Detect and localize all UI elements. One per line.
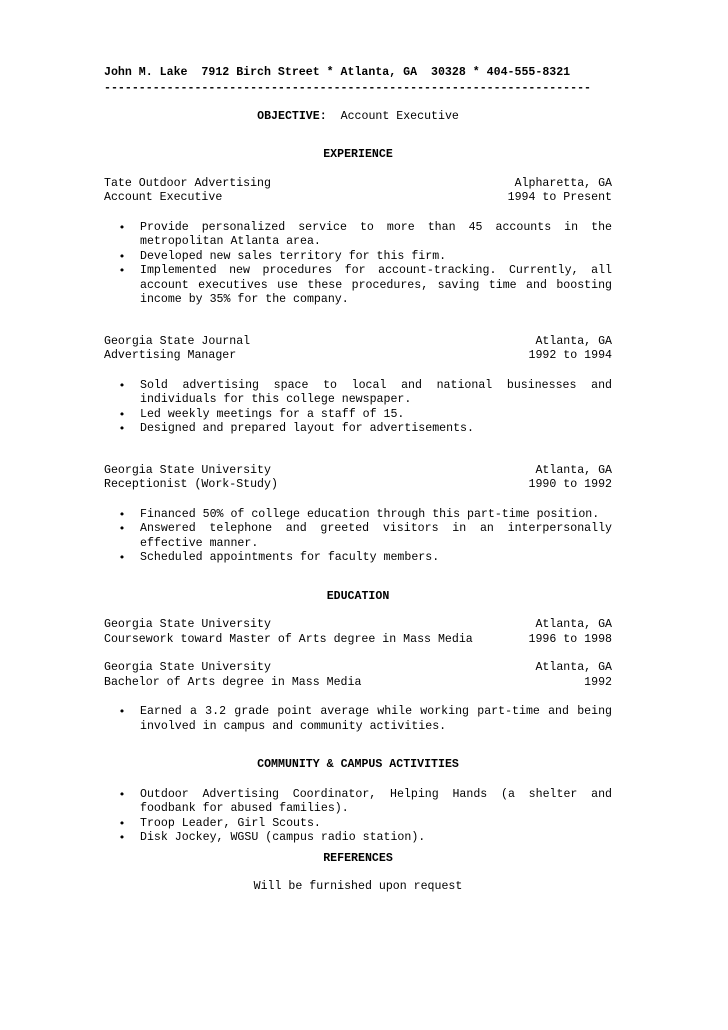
bullet-item: • Implemented new procedures for account-tracking. Currently, all account executives use these procedures, saving time and boosting income by 35% for the company.	[118, 264, 612, 306]
education-school-row	[104, 618, 612, 633]
job-location: Atlanta, GA	[535, 463, 612, 477]
job-employer-row	[104, 335, 612, 350]
education-location: Atlanta, GA	[535, 661, 612, 674]
bullet-icon: •	[118, 831, 126, 844]
bullet-icon: •	[118, 816, 126, 830]
activities-heading: COMMUNITY & CAMPUS ACTIVITIES	[257, 758, 459, 771]
experience-heading: EXPERIENCE	[323, 148, 393, 161]
bullet-icon: •	[118, 249, 126, 263]
bullet-icon: •	[118, 264, 126, 277]
job-title-row	[104, 191, 612, 206]
job-employer-row	[104, 464, 612, 479]
job-title: Advertising Manager	[104, 349, 237, 362]
header-rule: ----------------------------------------------------------------------	[104, 81, 592, 95]
bullet-item: • Led weekly meetings for a staff of 15.	[118, 407, 405, 421]
objective-value: Account Executive	[340, 109, 459, 123]
bullet-icon: •	[118, 551, 126, 564]
bullet-icon: •	[118, 407, 126, 421]
education-heading: EDUCATION	[326, 589, 390, 603]
bullet-item: • Developed new sales territory for this firm.	[118, 249, 447, 263]
job-employer-row	[104, 177, 612, 192]
bullet-item: • Financed 50% of college education through this part-time position.	[118, 507, 600, 521]
education-school: Georgia State University	[104, 661, 271, 674]
bullet-item: • Troop Leader, Girl Scouts.	[118, 816, 321, 830]
education-school: Georgia State University	[104, 618, 271, 631]
bullet-item: • Sold advertising space to local and national businesses and individuals for this college newspaper.	[118, 378, 612, 406]
education-location: Atlanta, GA	[535, 618, 612, 631]
bullet-item: • Provide personalized service to more than 45 accounts in the metropolitan Atlanta area.	[118, 220, 612, 248]
job-title: Account Executive	[104, 191, 223, 204]
job-location: Alpharetta, GA	[514, 176, 612, 190]
education-entry	[104, 618, 612, 647]
job-dates: 1992 to 1994	[528, 349, 612, 362]
job-employer: Georgia State Journal	[104, 334, 251, 348]
education-entry	[104, 661, 612, 690]
job-location: Atlanta, GA	[535, 334, 612, 348]
bullet-icon: •	[118, 705, 126, 718]
bullet-item: • Disk Jockey, WGSU (campus radio station).	[118, 831, 426, 844]
job-title-row	[104, 349, 612, 364]
education-dates: 1996 to 1998	[528, 632, 612, 646]
job-employer: Georgia State University	[104, 463, 271, 477]
education-bullets	[104, 705, 612, 734]
education-program-row	[104, 633, 612, 648]
bullet-item: • Designed and prepared layout for advertisements.	[118, 422, 474, 435]
education-school-row	[104, 661, 612, 676]
bullet-icon: •	[118, 378, 126, 392]
references-heading: REFERENCES	[323, 851, 393, 865]
job-entry	[104, 177, 612, 308]
bullet-icon: •	[118, 507, 126, 521]
bullet-item: • Outdoor Advertising Coordinator, Helping Hands (a shelter and foodbank for abused families).	[118, 787, 612, 815]
bullet-icon: •	[118, 220, 126, 234]
job-entry	[104, 335, 612, 437]
job-bullets	[104, 221, 612, 308]
contact-header: John M. Lake 7912 Birch Street * Atlanta, GA 30328 * 404-555-8321	[104, 66, 571, 79]
job-entry	[104, 464, 612, 566]
education-program: Coursework toward Master of Arts degree in Mass Media	[104, 632, 473, 646]
bullet-item: • Earned a 3.2 grade point average while working part-time and being involved in campus and community activities.	[118, 705, 612, 733]
job-title-row	[104, 478, 612, 493]
education-program: Bachelor of Arts degree in Mass Media	[104, 675, 362, 689]
job-employer: Tate Outdoor Advertising	[104, 176, 271, 190]
job-dates: 1994 to Present	[507, 191, 612, 204]
bullet-item: • Answered telephone and greeted visitors in an interpersonally effective manner.	[118, 522, 612, 550]
job-bullets	[104, 379, 612, 437]
bullet-icon: •	[118, 787, 126, 801]
bullet-item: • Scheduled appointments for faculty members.	[118, 551, 440, 564]
activities-bullets	[104, 788, 612, 846]
education-dates: 1992	[584, 675, 612, 689]
job-dates: 1990 to 1992	[528, 478, 612, 491]
references-text: Will be furnished upon request	[253, 880, 463, 893]
objective-line	[104, 110, 612, 125]
resume-content	[104, 66, 612, 895]
education-program-row	[104, 676, 612, 691]
job-bullets	[104, 508, 612, 566]
job-title: Receptionist (Work-Study)	[104, 478, 278, 491]
objective-label: OBJECTIVE:	[257, 109, 327, 123]
bullet-icon: •	[118, 522, 126, 535]
bullet-icon: •	[118, 422, 126, 435]
